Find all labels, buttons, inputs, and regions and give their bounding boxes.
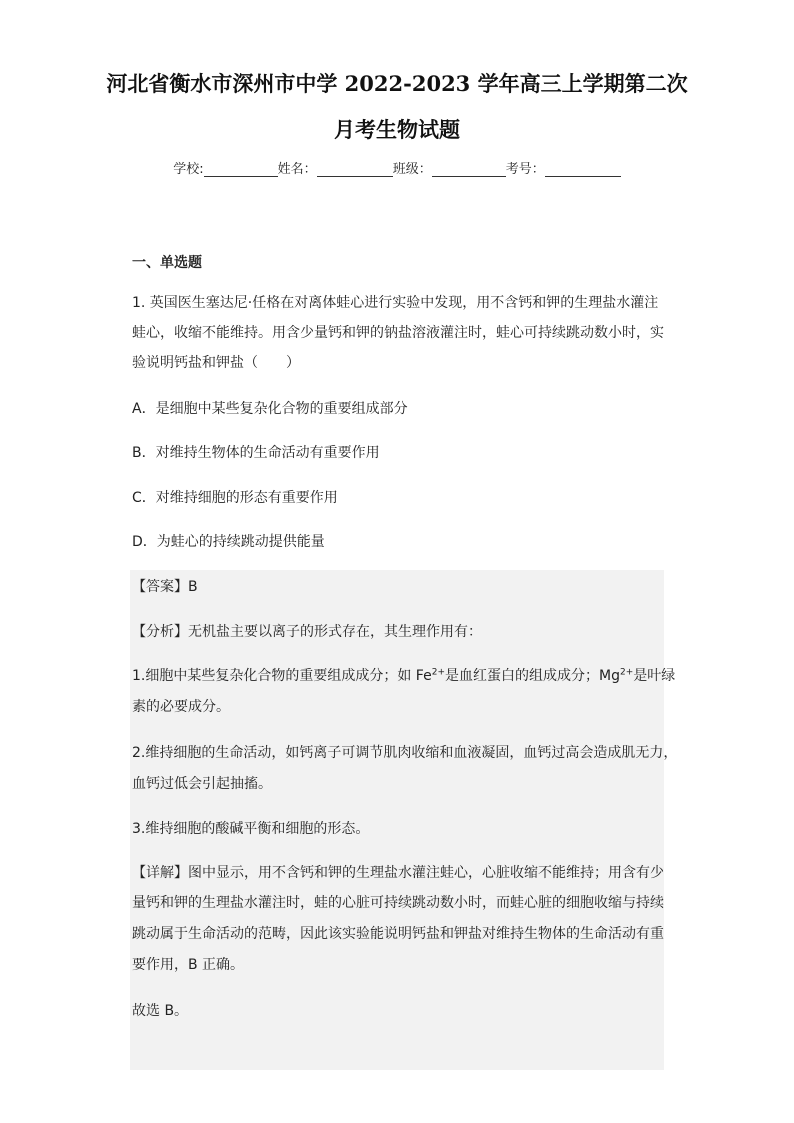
detail-line1: 【详解】图中显示，用不含钙和钾的生理盐水灌注蛙心，心脏收缩不能维持；用含有少 (132, 865, 664, 881)
analysis-point2-line1: 2.维持细胞的生命活动，如钙离子可调节肌肉收缩和血液凝固，血钙过高会造成肌无力， (132, 745, 678, 761)
conclusion-line: 故选 B。 (132, 1003, 189, 1019)
school-label: 学校: (173, 162, 204, 177)
analysis-point1-line1 (132, 661, 676, 691)
analysis-point1-line2: 素的必要成分。 (132, 699, 230, 715)
school-blank[interactable] (204, 162, 278, 177)
class-label: 班级： (392, 162, 432, 177)
question-stem-line3: 验说明钙盐和钾盐（ ） (132, 355, 300, 371)
option-b: B．对维持生物体的生命活动有重要作用 (132, 445, 380, 461)
fe-charge: 2+ (431, 667, 445, 678)
number-label: 考号： (505, 162, 545, 177)
option-d: D．为蛙心的持续跳动提供能量 (132, 534, 325, 550)
question-stem-line2: 蛙心，收缩不能维持。用含少量钙和钾的钠盐溶液灌注时，蛙心可持续跳动数小时，实 (132, 325, 664, 341)
option-c: C．对维持细胞的形态有重要作用 (132, 490, 338, 506)
detail-line3: 跳动属于生命活动的范畴，因此该实验能说明钙盐和钾盐对维持生物体的生命活动有重 (132, 926, 664, 942)
point1-text-c: 是叶绿 (633, 668, 676, 684)
point1-text-a: 1.细胞中某些复杂化合物的重要组成成分；如 Fe (132, 668, 432, 684)
option-a: A．是细胞中某些复杂化合物的重要组成部分 (132, 401, 408, 417)
name-blank[interactable] (317, 162, 393, 177)
detail-line4: 要作用，B 正确。 (132, 957, 245, 973)
document-title-line2: 月考生物试题 (334, 117, 460, 142)
mg-charge: 2+ (619, 667, 634, 678)
analysis-point2-line2: 血钙过低会引起抽搐。 (132, 776, 272, 792)
document-title-line1: 河北省衡水市深州市中学 2022-2023 学年高三上学期第二次 (106, 71, 688, 96)
number-blank[interactable] (545, 162, 621, 177)
point1-text-b: 是血红蛋白的组成成分；Mg (445, 668, 620, 684)
analysis-point3-line: 3.维持细胞的酸碱平衡和细胞的形态。 (132, 821, 370, 837)
answer-line: 【答案】B (132, 579, 198, 595)
student-info-line (0, 158, 794, 177)
class-blank[interactable] (432, 162, 506, 177)
name-label: 姓名： (277, 162, 317, 177)
question-stem-line1: 1. 英国医生塞达尼·任格在对离体蛙心进行实验中发现，用不含钙和钾的生理盐水灌注 (132, 295, 659, 311)
section-heading: 一、单选题 (132, 255, 202, 271)
analysis-line: 【分析】无机盐主要以离子的形式存在，其生理作用有： (132, 624, 482, 640)
detail-line2: 量钙和钾的生理盐水灌注时，蛙的心脏可持续跳动数小时，而蛙心脏的细胞收缩与持续 (132, 895, 664, 911)
